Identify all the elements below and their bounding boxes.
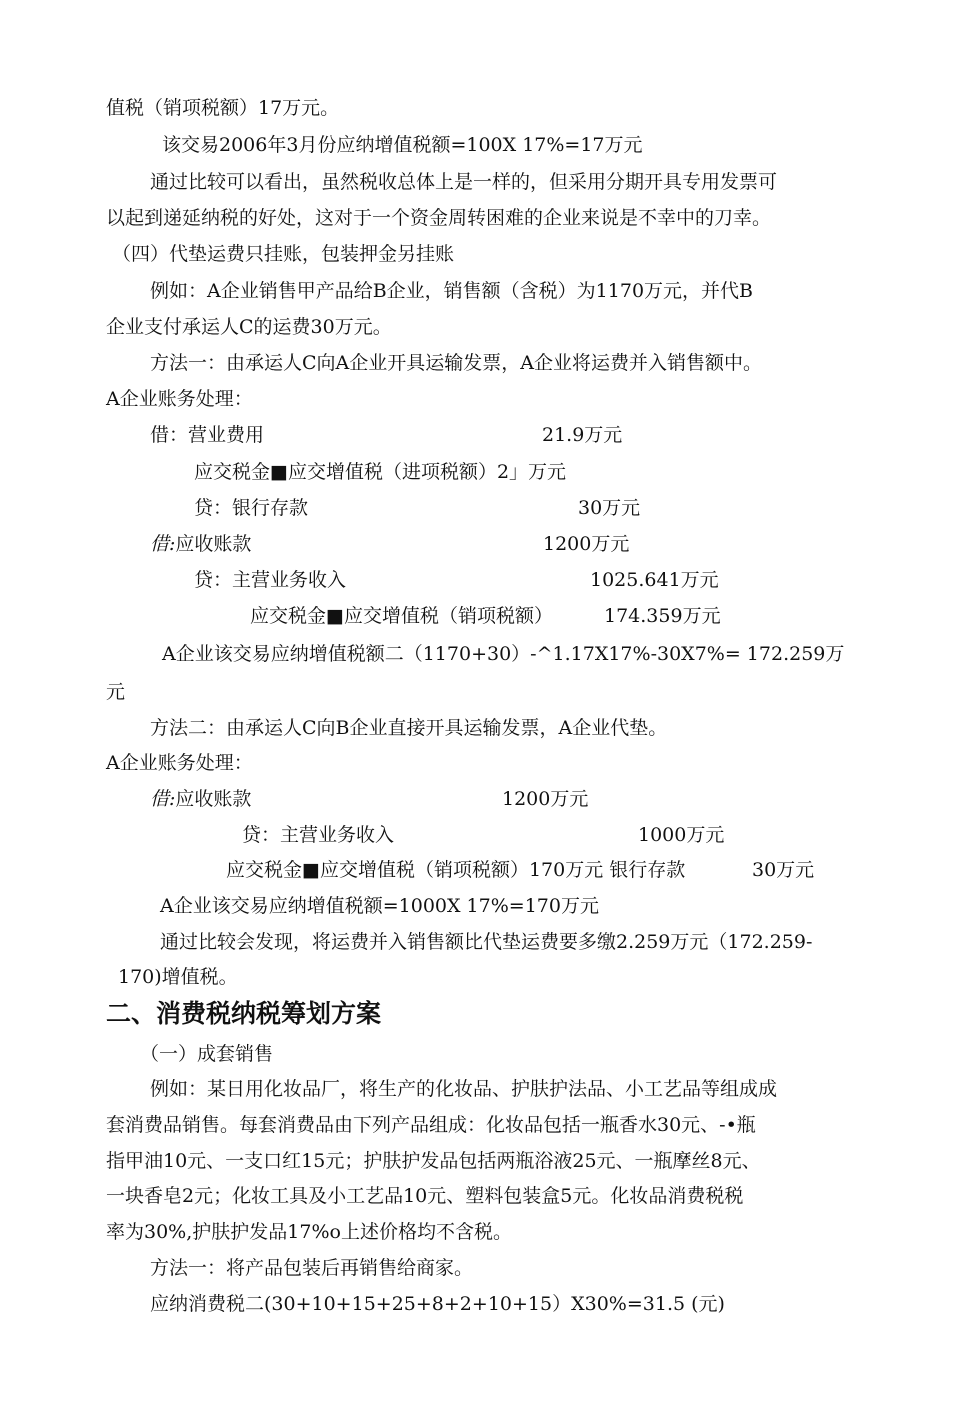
paragraph-line: 套消费品销售。每套消费品由下列产品组成：化妆品包括一瓶香水30元、-•瓶 [106, 1114, 756, 1136]
journal-entry-amount: 1200万元 [543, 533, 630, 555]
paragraph-line: 方法二：由承运人C向B企业直接开具运输发票，A企业代垫。 [150, 717, 668, 739]
paragraph-line: 方法一：将产品包装后再销售给商家。 [150, 1257, 474, 1279]
paragraph-line: 以起到递延纳税的好处，这对于一个资金周转困难的企业来说是不幸中的刀幸。 [106, 207, 772, 229]
journal-entry-credit: 贷：主营业务收入 [194, 569, 347, 591]
paragraph-line: 例如：A企业销售甲产品给B企业，销售额（含税）为1170万元，并代B [150, 280, 754, 302]
journal-entry-credit: 贷：银行存款 [194, 497, 309, 519]
paragraph-line: 通过比较可以看出，虽然税收总体上是一样的，但采用分期开具专用发票可 [150, 171, 778, 193]
journal-entry-subaccount: 应交税金■应交增值税（销项税额） [250, 605, 553, 627]
journal-entry-amount: 174.359万元 [604, 605, 721, 627]
paragraph-line: 例如：某日用化妆品厂，将生产的化妆品、护肤护法品、小工艺品等组成成 [150, 1078, 778, 1100]
paragraph-line: 指甲油10元、一支口红15元；护肤护发品包括两瓶浴液25元、一瓶摩丝8元、 [106, 1150, 761, 1172]
paragraph-line: 一块香皂2元；化妆工具及小工艺品10元、塑料包装盒5元。化妆品消费税税 [106, 1185, 744, 1207]
paragraph-line: 通过比较会发现，将运费并入销售额比代垫运费要多缴2.259万元（172.259- [160, 931, 813, 953]
journal-entry-credit: 贷：主营业务收入 [242, 824, 395, 846]
section-subheading: （一）成套销售 [140, 1043, 274, 1065]
journal-entry-amount: 30万元 [752, 859, 815, 881]
journal-entry-amount: 1000万元 [638, 824, 725, 846]
account-name: 应收账款 [175, 788, 252, 810]
paragraph-line: 应纳消费税二(30+10+15+25+8+2+10+15）X30%=31.5 (元) [150, 1293, 725, 1315]
paragraph-line: A企业账务处理： [106, 388, 253, 410]
journal-entry-amount: 21.9万元 [542, 424, 623, 446]
section-heading: 二、消费税纳税筹划方案 [106, 999, 382, 1028]
paragraph-line: 170)增值税。 [118, 966, 238, 988]
journal-entry-subaccount: 应交税金■应交增值税（进项税额）2」万元 [194, 461, 567, 483]
paragraph-line: 值税（销项税额）17万元。 [106, 97, 340, 119]
paragraph-line: A企业该交易应纳增值税额二（1170+30）-^1.17X17%-30X7%= 172.259万 [162, 643, 845, 665]
paragraph-line: 元 [106, 681, 126, 703]
journal-entry-amount: 30万元 [578, 497, 641, 519]
section-subheading: （四）代垫运费只挂账，包装押金另挂账 [112, 243, 455, 265]
journal-entry-debit [150, 532, 251, 556]
paragraph-line: A企业账务处理： [106, 752, 253, 774]
journal-entry-amount: 1025.641万元 [590, 569, 719, 591]
debit-label: 借: [150, 533, 176, 555]
debit-label: 借: [150, 788, 176, 810]
paragraph-line: 率为30%,护肤护发品17%o上述价格均不含税。 [106, 1221, 512, 1243]
journal-entry-debit [150, 787, 251, 811]
paragraph-line: 方法一：由承运人C向A企业开具运输发票，A企业将运费并入销售额中。 [150, 352, 762, 374]
paragraph-line: 该交易2006年3月份应纳增值税额=100X 17%=17万元 [162, 134, 643, 156]
journal-entry-amount: 1200万元 [502, 788, 589, 810]
paragraph-line: 企业支付承运人C的运费30万元。 [106, 316, 392, 338]
account-name: 应收账款 [175, 533, 252, 555]
paragraph-line: A企业该交易应纳增值税额=1000X 17%=170万元 [160, 895, 599, 917]
journal-entry-debit: 借：营业费用 [150, 424, 265, 446]
journal-entry-subaccount: 应交税金■应交增值税（销项税额）170万元 银行存款 [226, 859, 686, 881]
